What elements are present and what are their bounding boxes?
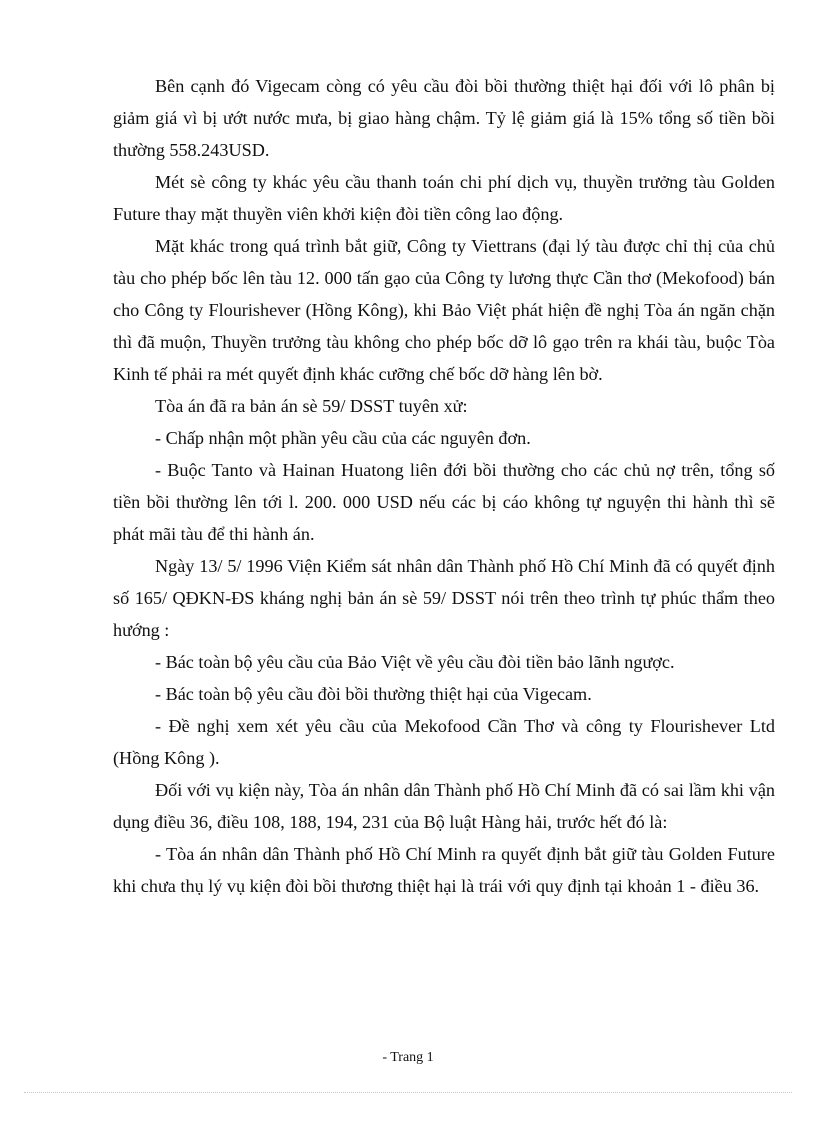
- document-body: [113, 70, 775, 902]
- paragraph-procuracy-appeal: Ngày 13/ 5/ 1996 Viện Kiểm sát nhân dân Thành phố Hồ Chí Minh đã có quyết định số 165/ QĐKN-ĐS kháng nghị bản án sè 59/ DSST nói trên theo trình tự phúc thẩm theo hướng :: [113, 556, 775, 640]
- page-number: - Trang 1: [382, 1050, 434, 1065]
- paragraph-court-errors: Đối với vụ kiện này, Tòa án nhân dân Thành phố Hồ Chí Minh đã có sai lầm khi vận dụng điều 36, điều 108, 188, 194, 231 của Bộ luật Hàng hải, trước hết đó là:: [113, 780, 775, 832]
- list-item-accept-claims: - Chấp nhận một phần yêu cầu của các nguyên đơn.: [155, 428, 531, 448]
- page-divider: [24, 1092, 792, 1093]
- list-item-reject-baoviet: - Bác toàn bộ yêu cầu của Bảo Việt về yêu cầu đòi tiền bảo lãnh ngược.: [155, 652, 675, 672]
- paragraph-service-fees: Mét sè công ty khác yêu cầu thanh toán chi phí dịch vụ, thuyền trưởng tàu Golden Future thay mặt thuyền viên khởi kiện đòi tiền công lao động.: [113, 172, 775, 224]
- paragraph-judgment: Tòa án đã ra bản án sè 59/ DSST tuyên xử:: [155, 396, 468, 416]
- paragraph-vigecam-claim: Bên cạnh đó Vigecam còng có yêu cầu đòi bồi thường thiệt hại đối với lô phân bị giảm giá vì bị ướt nước mưa, bị giao hàng chậm. Tỷ lệ giảm giá là 15% tổng số tiền bồi thường 558.243USD.: [113, 76, 775, 160]
- list-item-compensation: - Buộc Tanto và Hainan Huatong liên đới bồi thường cho các chủ nợ trên, tổng số tiền bồi thường lên tới l. 200. 000 USD nếu các bị cáo không tự nguyện thi hành thì sẽ phát mãi tàu để thi hành án.: [113, 460, 775, 544]
- list-item-reject-vigecam: - Bác toàn bộ yêu cầu đòi bồi thường thiệt hại của Vigecam.: [155, 684, 592, 704]
- paragraph-viettrans: Mặt khác trong quá trình bắt giữ, Công ty Viettrans (đại lý tàu được chỉ thị của chủ tàu cho phép bốc lên tàu 12. 000 tấn gạo của Công ty lương thực Cần thơ (Mekofood) bán cho Công ty Flourishever (Hồng Kông), khi Bảo Việt phát hiện đề nghị Tòa án ngăn chặn thì đã muộn, Thuyền trưởng tàu không cho phép bốc dỡ lô gạo trên ra khái tàu, buộc Tòa Kinh tế phải ra mét quyết định khác cưỡng chế bốc dỡ hàng lên bờ.: [113, 236, 775, 384]
- list-item-arrest-error: - Tòa án nhân dân Thành phố Hồ Chí Minh ra quyết định bắt giữ tàu Golden Future khi chưa thụ lý vụ kiện đòi bồi thương thiệt hại là trái với quy định tại khoản 1 - điều 36.: [113, 844, 775, 896]
- list-item-review-mekofood: - Đề nghị xem xét yêu cầu của Mekofood Cần Thơ và công ty Flourishever Ltd (Hồng Kông ).: [113, 716, 775, 768]
